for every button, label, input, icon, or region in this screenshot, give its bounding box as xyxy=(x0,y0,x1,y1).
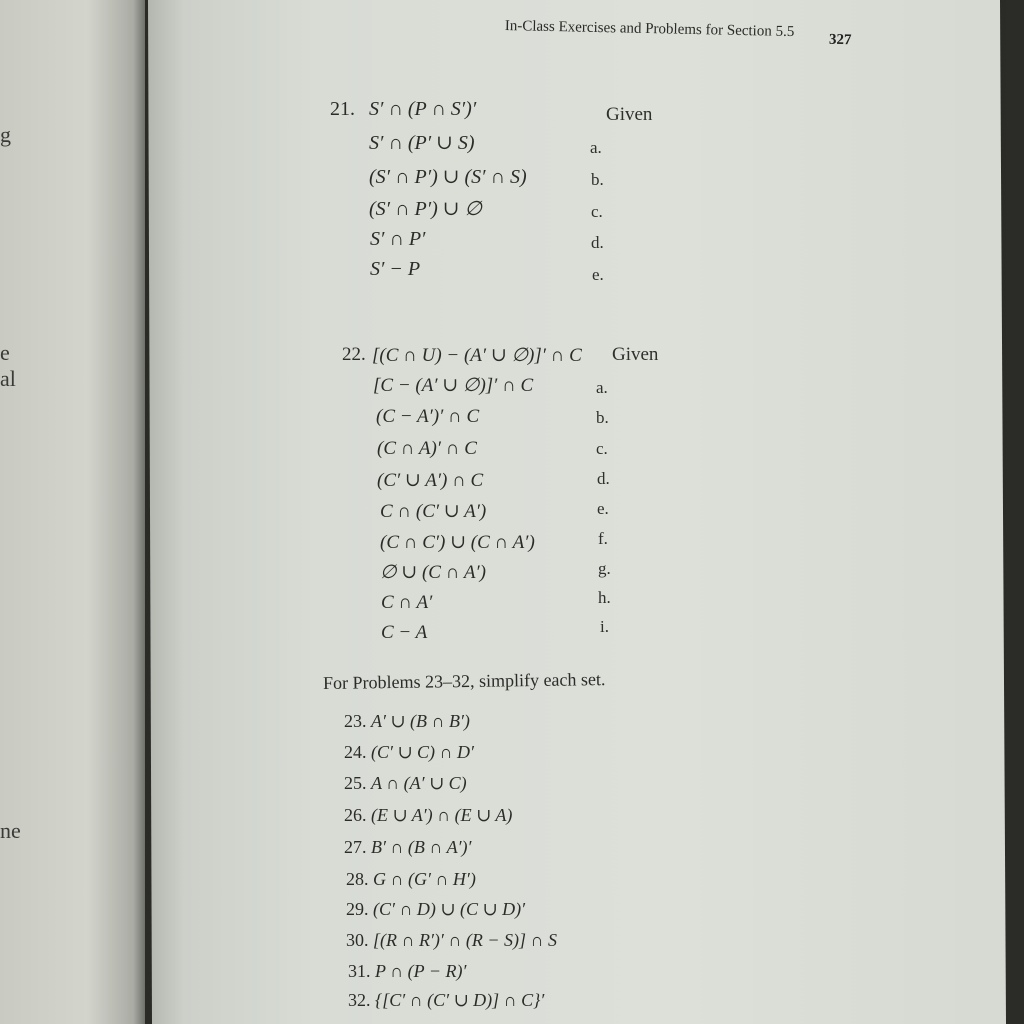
problem-number: 29. xyxy=(346,899,369,919)
proof-step-expression: [(C ∩ U) − (A′ ∪ ∅)]′ ∩ C xyxy=(372,345,582,366)
proof-step-label: e. xyxy=(597,499,609,518)
left-page-fragment: ne xyxy=(0,818,21,843)
problem-number: 23. xyxy=(344,711,367,731)
proof-step-expression: S′ − P xyxy=(370,258,421,280)
problem-item xyxy=(344,805,512,826)
proof-step-label: c. xyxy=(591,202,603,221)
proof-step-label: h. xyxy=(598,588,611,607)
problem-expression: P ∩ (P − R)′ xyxy=(375,961,467,981)
proof-step-label: i. xyxy=(600,617,609,636)
problem-item xyxy=(344,837,471,858)
problem-item xyxy=(344,742,474,763)
left-page-fragment: e xyxy=(0,340,10,365)
right-page xyxy=(140,0,1024,1024)
problem-expression: A ∩ (A′ ∪ C) xyxy=(371,773,467,793)
proof-step-expression: ∅ ∪ (C ∩ A′) xyxy=(380,562,486,583)
proof-step-expression: C ∩ (C′ ∪ A′) xyxy=(380,501,487,522)
proof-step-label: Given xyxy=(612,344,659,365)
page-number: 327 xyxy=(828,31,852,49)
proof-step-expression: C − A xyxy=(381,622,428,643)
proof-step-label: b. xyxy=(591,170,604,189)
proof-step-label: f. xyxy=(598,529,608,548)
proof-step-expression: (C ∩ C′) ∪ (C ∩ A′) xyxy=(380,532,535,553)
problem-item xyxy=(344,773,467,794)
proof-step-label: g. xyxy=(598,559,611,578)
left-facing-page xyxy=(0,0,145,1024)
proof-step-expression: (C ∩ A)′ ∩ C xyxy=(377,438,477,459)
proof-step-expression: S′ ∩ (P ∩ S′)′ xyxy=(369,98,477,120)
problem-item xyxy=(348,990,544,1011)
proof-step-expression: [C − (A′ ∪ ∅)]′ ∩ C xyxy=(373,375,534,396)
proof-step-expression: C ∩ A′ xyxy=(381,592,433,613)
left-page-fragment: g xyxy=(0,122,11,147)
proof-step-expression: (S′ ∩ P′) ∪ (S′ ∩ S) xyxy=(369,166,527,188)
page-edge-shadow xyxy=(1006,0,1024,1024)
problem-item xyxy=(346,869,476,890)
problem-expression: {[C′ ∩ (C′ ∪ D)] ∩ C}′ xyxy=(375,990,545,1010)
problem-item xyxy=(348,961,466,982)
problem-number: 26. xyxy=(344,805,367,825)
proof-step-label: b. xyxy=(596,408,609,427)
proof-step-label: e. xyxy=(592,265,604,284)
problem-number: 28. xyxy=(346,869,369,889)
problem-number: 31. xyxy=(348,961,371,981)
proof-step-label: c. xyxy=(596,439,608,458)
proof-step-label: Given xyxy=(606,104,653,125)
problem-expression: G ∩ (G′ ∩ H′) xyxy=(373,869,476,889)
problem-number: 24. xyxy=(344,742,367,762)
proof-step-label: a. xyxy=(590,138,602,157)
proof-step-expression: S′ ∩ (P′ ∪ S) xyxy=(369,132,475,154)
problem-expression: (C′ ∩ D) ∪ (C ∪ D)′ xyxy=(373,899,526,919)
problem-number: 22. xyxy=(342,344,366,365)
problem-expression: (C′ ∪ C) ∩ D′ xyxy=(371,742,474,762)
left-page-fragment: al xyxy=(0,366,16,391)
instruction-text: For Problems 23–32, simplify each set. xyxy=(322,669,606,693)
problem-expression: A′ ∪ (B ∩ B′) xyxy=(371,711,470,731)
problem-item xyxy=(346,930,557,951)
problem-expression: (E ∪ A′) ∩ (E ∪ A) xyxy=(371,805,513,825)
proof-step-expression: (C − A′)′ ∩ C xyxy=(376,406,480,427)
problem-item xyxy=(346,899,525,920)
proof-step-expression: (C′ ∪ A′) ∩ C xyxy=(377,470,484,491)
problem-expression: [(R ∩ R′)′ ∩ (R − S)] ∩ S xyxy=(373,930,557,950)
problem-item xyxy=(344,711,470,732)
proof-step-label: a. xyxy=(596,378,608,397)
proof-step-expression: (S′ ∩ P′) ∪ ∅ xyxy=(369,198,482,220)
running-header: In-Class Exercises and Problems for Section 5.5 xyxy=(504,18,795,41)
proof-step-expression: S′ ∩ P′ xyxy=(370,228,426,250)
problem-number: 27. xyxy=(344,837,367,857)
problem-number: 32. xyxy=(348,990,371,1010)
proof-step-label: d. xyxy=(591,233,604,252)
problem-expression: B′ ∩ (B ∩ A′)′ xyxy=(371,837,472,857)
problem-number: 21. xyxy=(330,98,355,120)
proof-step-label: d. xyxy=(597,469,610,488)
problem-number: 30. xyxy=(346,930,369,950)
problem-number: 25. xyxy=(344,773,367,793)
